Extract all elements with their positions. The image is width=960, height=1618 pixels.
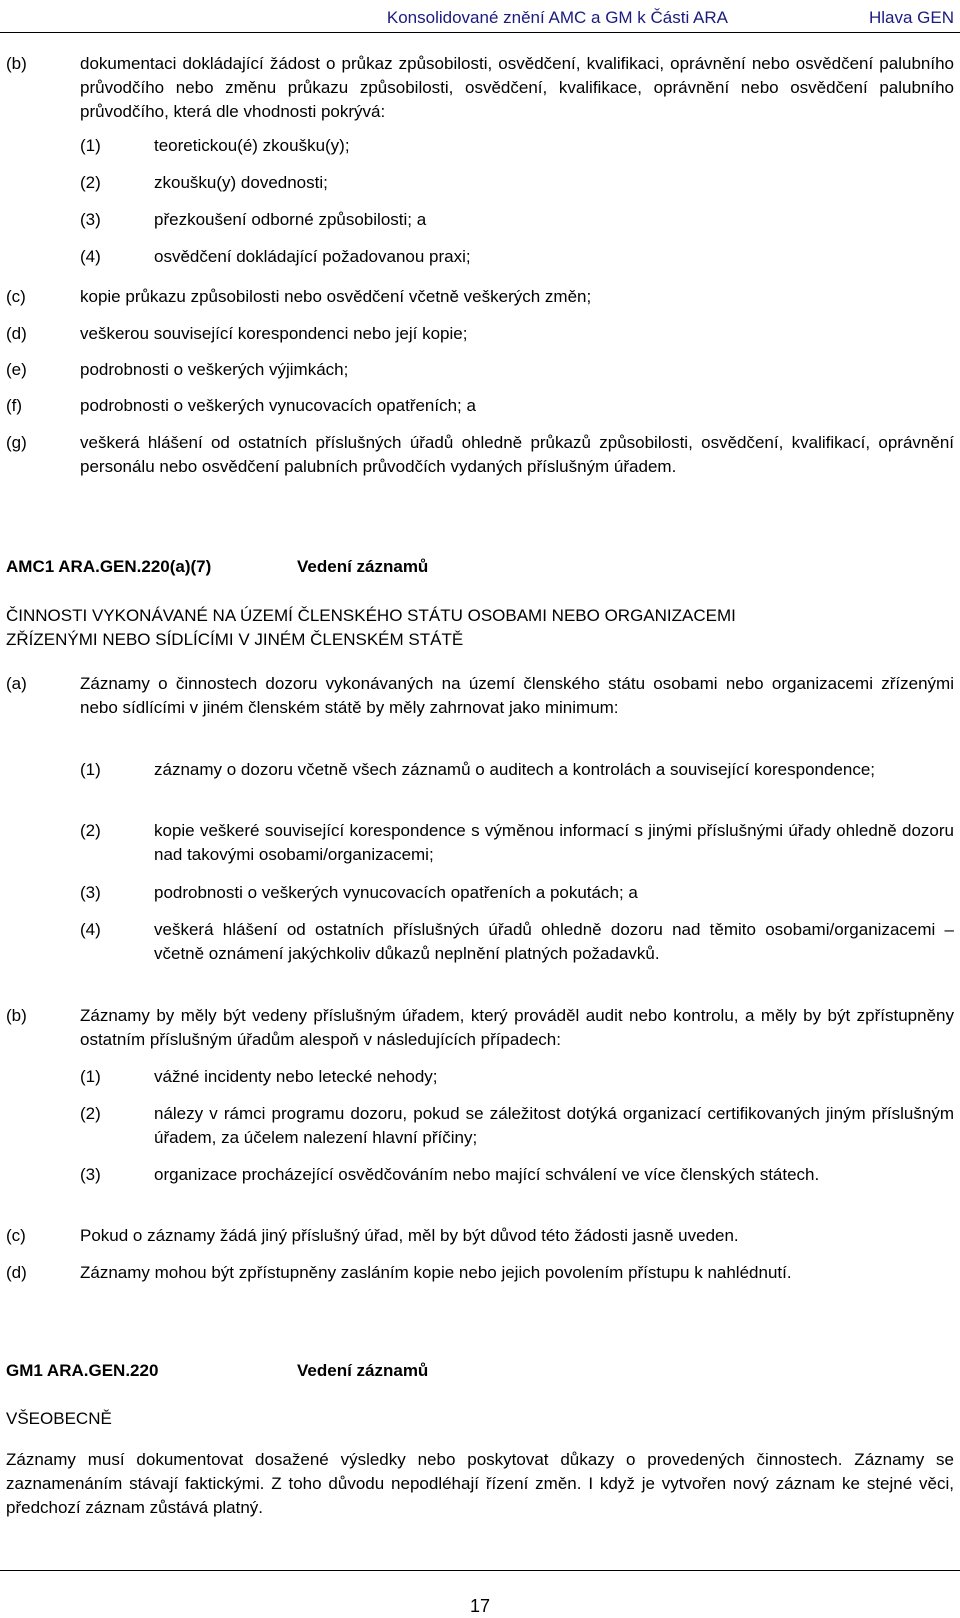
sub-text: veškerá hlášení od ostatních příslušných úřadů ohledně dozoru nad těmito osobami/organizacemi – včetně oznámení jakýchkoliv důkazů neplnění platných požadavků. [154, 920, 954, 963]
sub-text: přezkoušení odborné způsobilosti; a [154, 210, 427, 229]
item-label: (c) [6, 1226, 26, 1245]
document-title: Konsolidované znění AMC a GM k Části ARA [386, 8, 728, 27]
item-text: Pokud o záznamy žádá jiný příslušný úřad, měl by být důvod této žádosti jasně uveden. [80, 1226, 739, 1245]
sub-text: osvědčení dokládající požadovanou praxi; [154, 247, 471, 266]
item-text: kopie průkazu způsobilosti nebo osvědčení včetně veškerých změn; [80, 287, 592, 306]
item-label: (g) [6, 433, 27, 452]
item-label: (a) [6, 674, 27, 693]
sub-text: nálezy v rámci programu dozoru, pokud se záležitost dotýká organizací certifikovaných jiným příslušným úřadem, za účelem nalezení hlavní příčiny; [154, 1104, 954, 1147]
item-label: (d) [6, 324, 27, 343]
item-label: (f) [6, 396, 23, 415]
item-text: veškerá hlášení od ostatních příslušných úřadů ohledně průkazů způsobilosti, osvědčení, kvalifikací, oprávnění personálu nebo osvědčení palubních průvodčích vydaných příslušným úřadem. [80, 433, 954, 476]
header-rule [0, 32, 960, 33]
sub-text: zkoušku(y) dovednosti; [154, 173, 328, 192]
sub-label: (3) [80, 1165, 101, 1184]
sub-label: (2) [80, 173, 101, 192]
item-label: (b) [6, 54, 27, 73]
page-header [0, 0, 960, 32]
item-text: Záznamy mohou být zpřístupněny zasláním kopie nebo jejich povolením přístupu k nahlédnutí. [80, 1263, 792, 1282]
item-text: podrobnosti o veškerých výjimkách; [80, 360, 349, 379]
sub-label: (4) [80, 247, 101, 266]
sub-label: (1) [80, 136, 101, 155]
gm-ref: GM1 ARA.GEN.220 [6, 1361, 159, 1380]
footer-rule [0, 1570, 960, 1571]
sub-label: (2) [80, 1104, 101, 1123]
amc-heading [6, 604, 954, 652]
gm-paragraph: Záznamy musí dokumentovat dosažené výsledky nebo poskytovat důkazy o provedených činnostech. Záznamy se zaznamenáním stávají faktickými. Z toho důvodu nepodléhají řízení změn. I když je vytvořen nový záznam ke stejné věci, předchozí záznam zůstává platný. [6, 1450, 954, 1517]
amc-ref: AMC1 ARA.GEN.220(a)(7) [6, 557, 212, 576]
sub-label: (3) [80, 210, 101, 229]
sub-label: (2) [80, 821, 101, 840]
sub-text: záznamy o dozoru včetně všech záznamů o auditech a kontrolách a související korespondence; [154, 760, 876, 779]
sub-label: (1) [80, 1067, 101, 1086]
amc-heading-line-1: ČINNOSTI VYKONÁVANÉ NA ÚZEMÍ ČLENSKÉHO STÁTU OSOBAMI NEBO ORGANIZACEMI [6, 606, 736, 625]
section-title: Hlava GEN [868, 8, 954, 27]
item-text: veškerou související korespondenci nebo její kopie; [80, 324, 468, 343]
sub-label: (4) [80, 920, 101, 939]
gm-heading: VŠEOBECNĚ [6, 1409, 112, 1428]
page-number: 17 [469, 1596, 491, 1616]
item-label: (c) [6, 287, 26, 306]
sub-label: (3) [80, 883, 101, 902]
sub-text: podrobnosti o veškerých vynucovacích opatřeních a pokutách; a [154, 883, 638, 902]
item-text: Záznamy o činnostech dozoru vykonávaných na území členského státu osobami nebo organizacemi zřízenými nebo sídlícími v jiném členském státě by měly zahrnovat jako minimum: [80, 674, 954, 717]
sub-text: vážné incidenty nebo letecké nehody; [154, 1067, 438, 1086]
sub-text: teoretickou(é) zkoušku(y); [154, 136, 350, 155]
item-label: (d) [6, 1263, 27, 1282]
item-text: Záznamy by měly být vedeny příslušným úřadem, který prováděl audit nebo kontrolu, a měly by být zpřístupněny ostatním příslušným úřadům alespoň v následujících případech: [80, 1006, 954, 1049]
item-label: (b) [6, 1006, 27, 1025]
item-text: podrobnosti o veškerých vynucovacích opatřeních; a [80, 396, 476, 415]
item-label: (e) [6, 360, 27, 379]
amc-heading-line-2: ZŘÍZENÝMI NEBO SÍDLÍCÍMI V JINÉM ČLENSKÉM STÁTĚ [6, 630, 464, 649]
sub-text: organizace procházející osvědčováním nebo mající schválení ve více členských státech. [154, 1165, 820, 1184]
gm-title: Vedení záznamů [297, 1361, 429, 1380]
list-item-b [6, 52, 954, 124]
sub-label: (1) [80, 760, 101, 779]
amc-title: Vedení záznamů [297, 557, 429, 576]
item-text: dokumentaci dokládající žádost o průkaz způsobilosti, osvědčení, kvalifikaci, oprávnění nebo osvědčení palubního průvodčího nebo změnu průkazu způsobilosti, osvědčení, kvalifikace, oprávnění nebo osvědčení palubního průvodčího, která dle vhodnosti pokrývá: [80, 54, 954, 121]
sub-text: kopie veškeré související korespondence s výměnou informací s jinými příslušnými úřady ohledně dozoru nad takovými osobami/organizacemi; [154, 821, 954, 864]
